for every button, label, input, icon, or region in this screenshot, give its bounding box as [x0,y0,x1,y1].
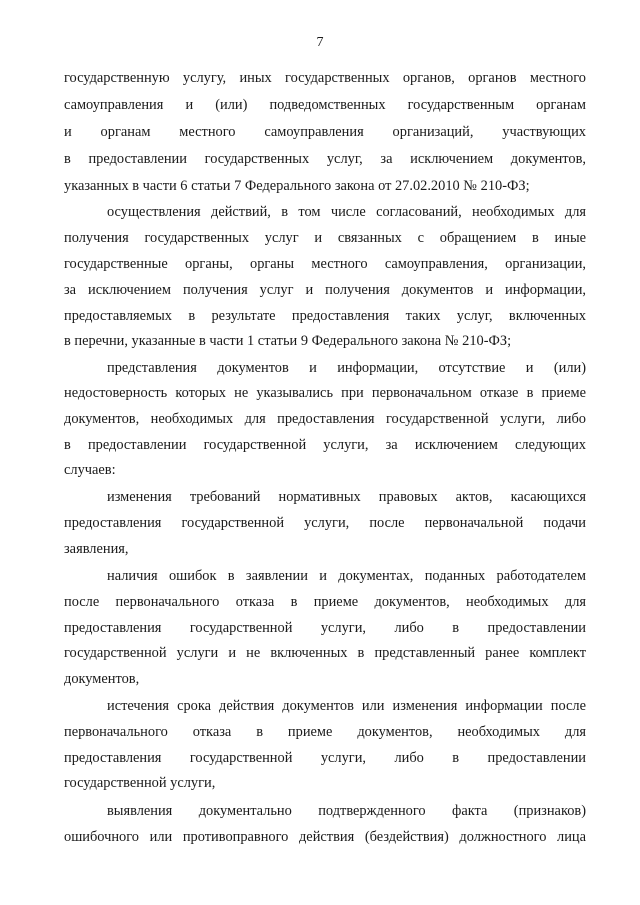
text-line: получения государственных услуг и связанных с обращением в иные [64,230,586,246]
text-line: предоставления государственной услуги, после первоначальной подачи [64,515,586,531]
text-line: представления документов и информации, отсутствие и (или) [107,360,586,376]
text-line: предоставления государственной услуги, либо в предоставлении [64,750,586,766]
text-line: истечения срока действия документов или изменения информации после [107,698,586,714]
text-line: и органам местного самоуправления организаций, участвующих [64,124,586,140]
text-line: предоставления государственной услуги, либо в предоставлении [64,620,586,636]
text-line: после первоначального отказа в приеме документов, необходимых для [64,594,586,610]
text-line: наличия ошибок в заявлении и документах, поданных работодателем [107,568,586,584]
page-number: 7 [316,35,324,50]
text-line: ошибочного или противоправного действия (бездействия) должностного лица [64,829,586,845]
text-line: за исключением получения услуг и получения документов и информации, [64,282,586,298]
text-line: недостоверность которых не указывались при первоначальном отказе в приеме [64,385,586,401]
text-line: государственную услугу, иных государственных органов, органов местного [64,70,586,86]
text-line: выявления документально подтвержденного факта (признаков) [107,803,586,819]
text-line: самоуправления и (или) подведомственных государственным органам [64,97,586,113]
text-line: государственные органы, органы местного самоуправления, организации, [64,256,586,272]
text-line: осуществления действий, в том числе согласований, необходимых для [107,204,586,220]
text-line: первоначального отказа в приеме документов, необходимых для [64,724,586,740]
text-line: государственной услуги и не включенных в представленный ранее комплект [64,645,586,661]
text-line: указанных в части 6 статьи 7 Федерального закона от 27.02.2010 № 210-ФЗ; [64,178,530,194]
text-line: документов, необходимых для предоставления государственной услуги, либо [64,411,586,427]
text-line: изменения требований нормативных правовых актов, касающихся [107,489,586,505]
text-line: предоставляемых в результате предоставления таких услуг, включенных [64,308,586,324]
text-line: в предоставлении государственных услуг, за исключением документов, [64,151,586,167]
text-line: в перечни, указанные в части 1 статьи 9 Федерального закона № 210-ФЗ; [64,333,512,349]
text-line: заявления, [64,541,129,557]
text-line: документов, [64,671,140,687]
text-line: случаев: [64,462,116,478]
text-line: в предоставлении государственной услуги, за исключением следующих [64,437,586,453]
text-line: государственной услуги, [64,775,216,791]
